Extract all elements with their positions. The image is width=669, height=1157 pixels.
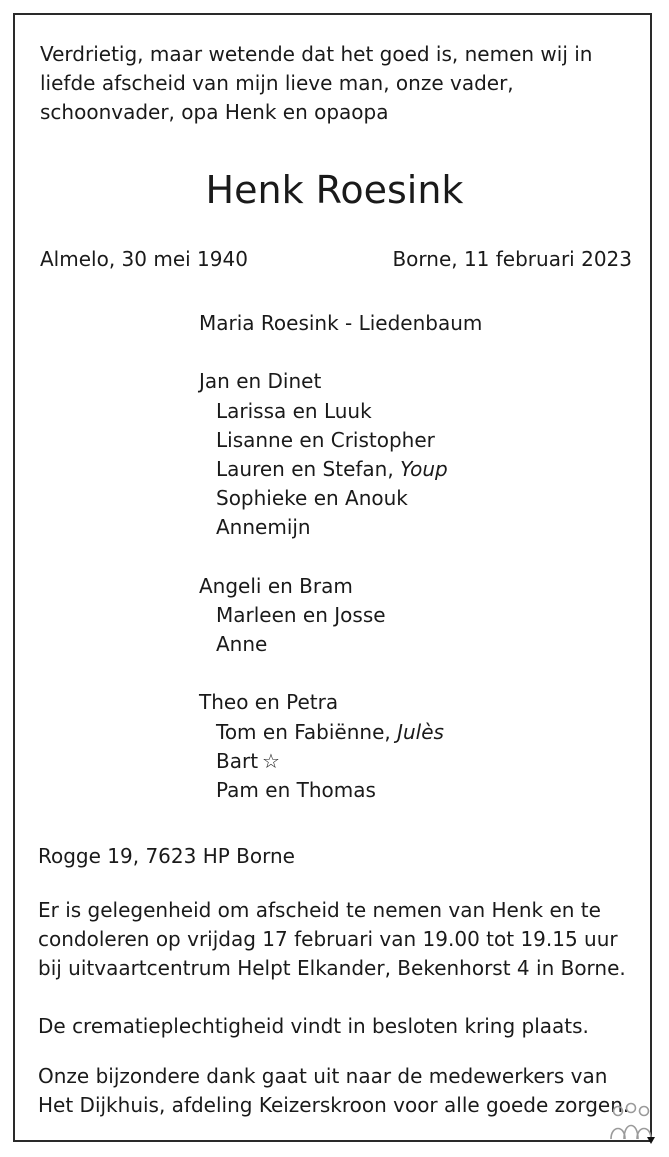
home-address: Rogge 19, 7623 HP Borne (38, 844, 295, 868)
family-logo-icon (607, 1101, 655, 1145)
family-parents: Jan en Dinet (199, 369, 322, 394)
family-child: Bart ☆ (216, 748, 280, 773)
death-place-date: Borne, 11 februari 2023 (392, 247, 632, 271)
family-list (199, 309, 639, 805)
condolence-info: Er is gelegenheid om afscheid te nemen van Henk en te condoleren op vrijdag 17 februari van 19.00 tot 19.15 uur bij uitvaartcentrum Helpt Elkander, Bekenhorst 4 in Borne. (38, 898, 626, 980)
arrow-down-icon (647, 1137, 655, 1144)
family-child: Sophieke en Anouk (216, 486, 408, 511)
great-grandchild-name: Youp (400, 456, 448, 481)
family-child: Pam en Thomas (216, 778, 376, 802)
family-child: Marleen en Josse (216, 602, 386, 627)
birth-place-date: Almelo, 30 mei 1940 (40, 247, 248, 271)
family-child: Annemijn (216, 515, 311, 540)
cremation-info: De crematieplechtigheid vindt in besloten kring plaats. (38, 1014, 589, 1038)
family-child: Larissa en Luuk (216, 398, 372, 423)
intro-text: Verdrietig, maar wetende dat het goed is, nemen wij in liefde afscheid van mijn lieve man, onze vader, schoonvader, opa Henk en opaopa (40, 42, 593, 124)
deceased-name: Henk Roesink (205, 168, 464, 212)
thanks-text: Onze bijzondere dank gaat uit naar de medewerkers van Het Dijkhuis, afdeling Keizerskroon voor alle goede zorgen. (38, 1064, 630, 1117)
family-child: Tom en Fabiënne, Julès (216, 719, 444, 744)
family-parents: Theo en Petra (199, 690, 339, 715)
spouse-name: Maria Roesink - Liedenbaum (199, 311, 483, 335)
family-child: Lauren en Stefan, Youp (216, 456, 448, 481)
family-child: Anne (216, 632, 268, 657)
great-grandchild-name: Julès (397, 719, 444, 744)
family-parents: Angeli en Bram (199, 573, 353, 598)
star-icon: ☆ (262, 748, 280, 773)
family-child: Lisanne en Cristopher (216, 427, 435, 452)
